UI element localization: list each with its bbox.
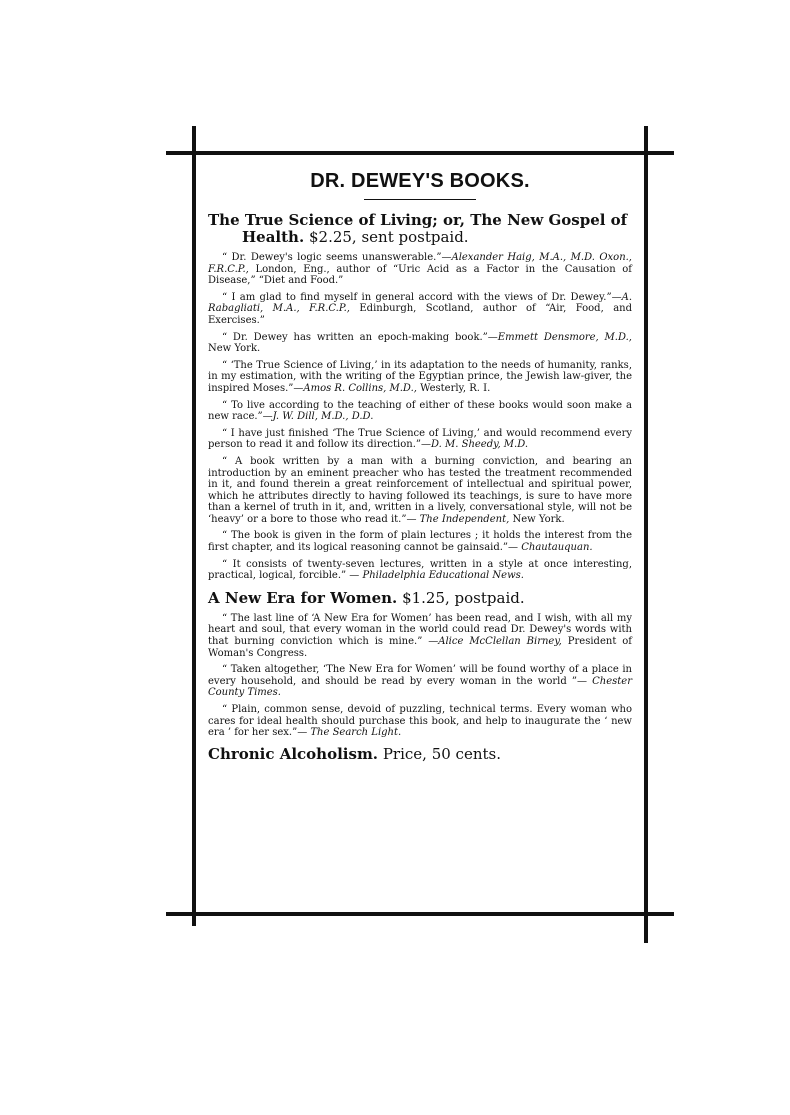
quote-text: “ I am glad to find myself in general accord with the views of Dr. Dewey.” (222, 291, 612, 303)
quote-text: “ Dr. Dewey has written an epoch-making book.” (222, 331, 488, 343)
section-heading (208, 590, 632, 607)
quote-text: “ Plain, common sense, devoid of puzzling, technical terms. Every woman who cares for ideal health should purchase this book, and help to inaugurate the ‘ new era ’ for her sex.” (208, 704, 632, 739)
testimonial (208, 292, 632, 327)
book-title: A New Era for Women. (208, 588, 398, 607)
bottom-border-rule (166, 912, 674, 916)
book-title: The True Science of Living; or, The New Gospel of Health. (208, 211, 628, 246)
testimonial (208, 456, 632, 526)
testimonial (208, 559, 632, 582)
right-border-rule (644, 126, 648, 943)
book-title: Chronic Alcoholism. (208, 744, 379, 763)
testimonial (208, 613, 632, 659)
quote-attribution: —Emmett Densmore, M.D., (487, 331, 632, 343)
quote-attribution: — Philadelphia Educational News. (346, 570, 524, 582)
testimonial (208, 704, 632, 739)
section-heading (208, 212, 632, 246)
quote-attribution: — The Search Light. (297, 727, 402, 739)
title-underline (364, 199, 476, 200)
closing-line (208, 745, 632, 763)
book-price: $2.25, sent postpaid. (308, 228, 469, 246)
quote-text: “ It consists of twenty-seven lectures, written in a style at once interesting, practical, logical, forcible.” (208, 558, 632, 582)
quote-text: “ Taken altogether, ‘The New Era for Women’ will be found worthy of a place in every household, and should be read by every woman in the world ” (208, 664, 632, 687)
quote-source: President of Woman's Congress. (208, 636, 632, 659)
testimonial (208, 252, 632, 287)
quote-text: “ The last line of ‘A New Era for Women’ has been read, and I wish, with all my heart and soul, that every woman in the world could read Dr. Dewey's words with that burning conviction which is mine.” (208, 612, 632, 648)
quote-source: London, Eng., author of “Uric Acid as a Factor in the Causation of Disease,” “Diet and Food.” (208, 263, 632, 287)
quote-source: Westerly, R. I. (416, 382, 491, 394)
book-price: $1.25, postpaid. (402, 588, 525, 607)
quote-text: “ I have just finished ‘The True Science of Living,’ and would recommend every person to read it and follow its direction.” (208, 427, 632, 451)
quote-source: Edinburgh, Scotland, author of “Air, Food, and Exercises.” (208, 303, 632, 326)
quote-text: “ ‘The True Science of Living,’ in its adaptation to the needs of humanity, ranks, in my estimation, with the writing of the Egyptian prince, the Jewish law-giver, the inspired Moses.” (208, 359, 632, 394)
quote-attribution: —A. Rabagliati, M.A., F.R.C.P., (208, 291, 632, 315)
top-border-rule (166, 151, 674, 155)
quote-attribution: — Chester County Times. (208, 675, 632, 699)
quote-attribution: — Chautauquan. (508, 542, 593, 554)
quote-text: “ To live according to the teaching of either of these books would soon make a new race.” (208, 399, 632, 423)
quote-attribution: — The Independent, (406, 513, 510, 525)
quote-attribution: —Alice McClellan Birney, (422, 636, 562, 648)
quote-attribution: —Amos R. Collins, M.D., (293, 382, 417, 394)
quote-text: “ The book is given in the form of plain lectures ; it holds the interest from the first chapter, and its logical reasoning cannot be gainsaid.” (208, 530, 632, 554)
quote-attribution: —D. M. Sheedy, M.D. (420, 439, 529, 451)
left-border-rule (192, 126, 196, 926)
testimonial (208, 400, 632, 423)
quote-text: “ Dr. Dewey's logic seems unanswerable.” (222, 252, 442, 263)
quote-source: New York. (208, 343, 261, 355)
testimonial (208, 530, 632, 553)
quote-text: “ A book written by a man with a burning conviction, and bearing an introduction by an eminent preacher who has tested the treatment recommended in it, and found therein a great reinforcement of intellectual and spiritual power, which he attributes directly to having followed its teachings, is sure to have more than a kernel of truth in it, and, written in a lively, conversational style, will not be ‘heavy’ or a bore to those who read it.” (208, 455, 632, 525)
testimonial (208, 360, 632, 395)
testimonial (208, 428, 632, 451)
advertisement-body (208, 162, 632, 763)
quote-attribution: —J. W. Dill, M.D., D.D. (262, 411, 374, 423)
testimonial (208, 664, 632, 699)
quote-attribution: —Alexander Haig, M.A., M.D. Oxon., F.R.C.P., (208, 252, 632, 275)
book-price: Price, 50 cents. (382, 744, 501, 763)
page-title: DR. DEWEY'S BOOKS. (310, 170, 530, 192)
quote-source: New York. (509, 513, 565, 525)
testimonial (208, 332, 632, 355)
